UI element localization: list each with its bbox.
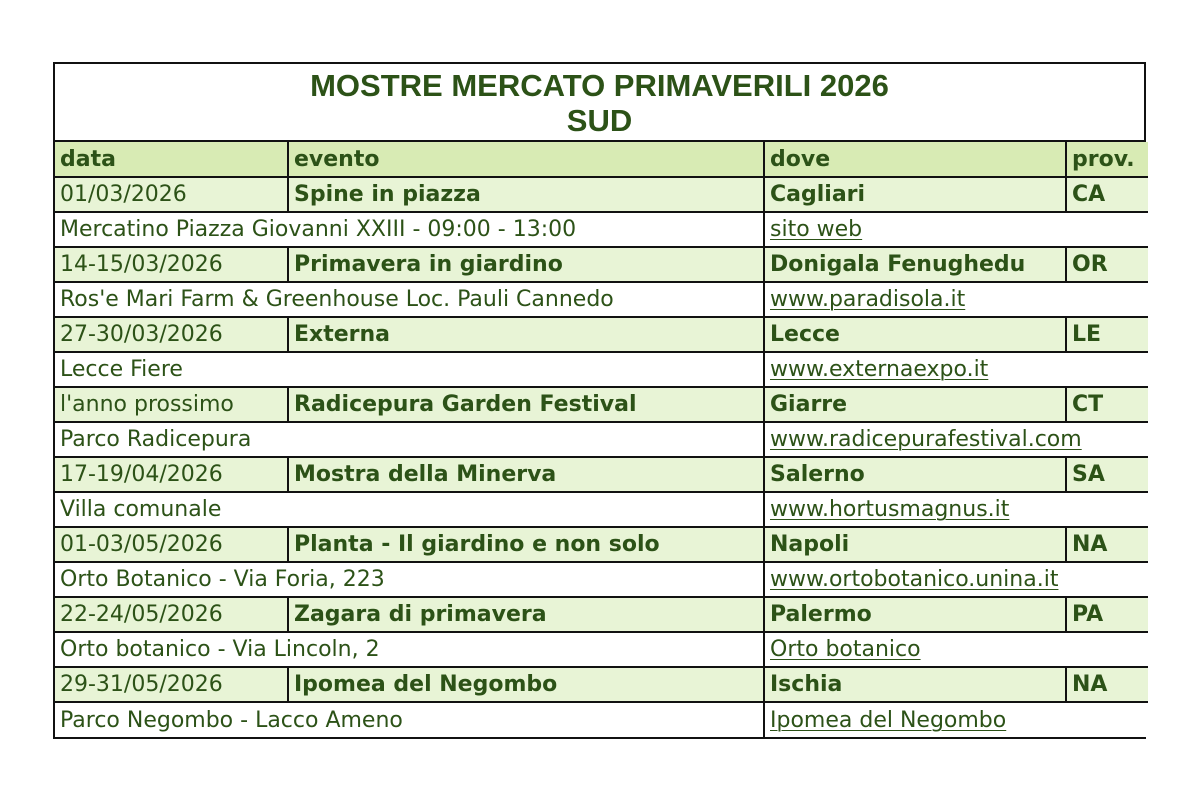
event-detail-row	[55, 702, 1148, 737]
event-website-link[interactable]: sito web	[764, 212, 1148, 247]
event-row	[55, 527, 1148, 562]
event-location: Orto botanico - Via Lincoln, 2	[55, 632, 764, 667]
header-data: data	[55, 142, 288, 177]
event-name: Planta - Il giardino e non solo	[288, 527, 764, 562]
event-city: Donigala Fenughedu	[764, 247, 1066, 282]
event-location: Parco Radicepura	[55, 422, 764, 457]
header-dove: dove	[764, 142, 1066, 177]
event-detail-row	[55, 422, 1148, 457]
event-date: l'anno prossimo	[55, 387, 288, 422]
event-name: Radicepura Garden Festival	[288, 387, 764, 422]
event-location: Villa comunale	[55, 492, 764, 527]
event-city: Giarre	[764, 387, 1066, 422]
event-name: Spine in piazza	[288, 177, 764, 212]
event-location: Lecce Fiere	[55, 352, 764, 387]
event-province: OR	[1066, 247, 1148, 282]
event-date: 22-24/05/2026	[55, 597, 288, 632]
event-location: Orto Botanico - Via Foria, 223	[55, 562, 764, 597]
event-website-link[interactable]: www.paradisola.it	[764, 282, 1148, 317]
event-date: 14-15/03/2026	[55, 247, 288, 282]
event-location: Parco Negombo - Lacco Ameno	[55, 702, 764, 737]
event-row	[55, 387, 1148, 422]
event-date: 27-30/03/2026	[55, 317, 288, 352]
event-city: Palermo	[764, 597, 1066, 632]
events-sheet	[53, 62, 1146, 739]
title-block	[55, 64, 1144, 142]
table-header-row	[55, 142, 1148, 177]
event-location: Mercatino Piazza Giovanni XXIII - 09:00 - 13:00	[55, 212, 764, 247]
event-row	[55, 317, 1148, 352]
event-location: Ros'e Mari Farm & Greenhouse Loc. Pauli Cannedo	[55, 282, 764, 317]
event-city: Napoli	[764, 527, 1066, 562]
event-name: Mostra della Minerva	[288, 457, 764, 492]
event-row	[55, 247, 1148, 282]
event-name: Zagara di primavera	[288, 597, 764, 632]
event-city: Ischia	[764, 667, 1066, 702]
event-date: 01-03/05/2026	[55, 527, 288, 562]
event-province: PA	[1066, 597, 1148, 632]
event-row	[55, 457, 1148, 492]
event-website-link[interactable]: Ipomea del Negombo	[764, 702, 1148, 737]
event-detail-row	[55, 562, 1148, 597]
event-website-link[interactable]: www.ortobotanico.unina.it	[764, 562, 1148, 597]
event-city: Lecce	[764, 317, 1066, 352]
event-row	[55, 667, 1148, 702]
event-row	[55, 597, 1148, 632]
event-date: 29-31/05/2026	[55, 667, 288, 702]
events-table	[55, 142, 1148, 737]
page-subtitle: SUD	[566, 103, 633, 138]
event-city: Salerno	[764, 457, 1066, 492]
event-province: CT	[1066, 387, 1148, 422]
event-detail-row	[55, 212, 1148, 247]
event-website-link[interactable]: www.externaexpo.it	[764, 352, 1148, 387]
event-detail-row	[55, 282, 1148, 317]
event-website-link[interactable]: Orto botanico	[764, 632, 1148, 667]
event-province: SA	[1066, 457, 1148, 492]
event-name: Ipomea del Negombo	[288, 667, 764, 702]
event-name: Primavera in giardino	[288, 247, 764, 282]
event-detail-row	[55, 352, 1148, 387]
event-detail-row	[55, 492, 1148, 527]
event-date: 01/03/2026	[55, 177, 288, 212]
page-title: MOSTRE MERCATO PRIMAVERILI 2026	[310, 68, 889, 103]
event-province: LE	[1066, 317, 1148, 352]
header-evento: evento	[288, 142, 764, 177]
event-province: CA	[1066, 177, 1148, 212]
event-date: 17-19/04/2026	[55, 457, 288, 492]
event-province: NA	[1066, 527, 1148, 562]
event-name: Externa	[288, 317, 764, 352]
event-city: Cagliari	[764, 177, 1066, 212]
header-prov: prov.	[1066, 142, 1148, 177]
event-province: NA	[1066, 667, 1148, 702]
event-website-link[interactable]: www.radicepurafestival.com	[764, 422, 1148, 457]
event-website-link[interactable]: www.hortusmagnus.it	[764, 492, 1148, 527]
event-detail-row	[55, 632, 1148, 667]
event-row	[55, 177, 1148, 212]
